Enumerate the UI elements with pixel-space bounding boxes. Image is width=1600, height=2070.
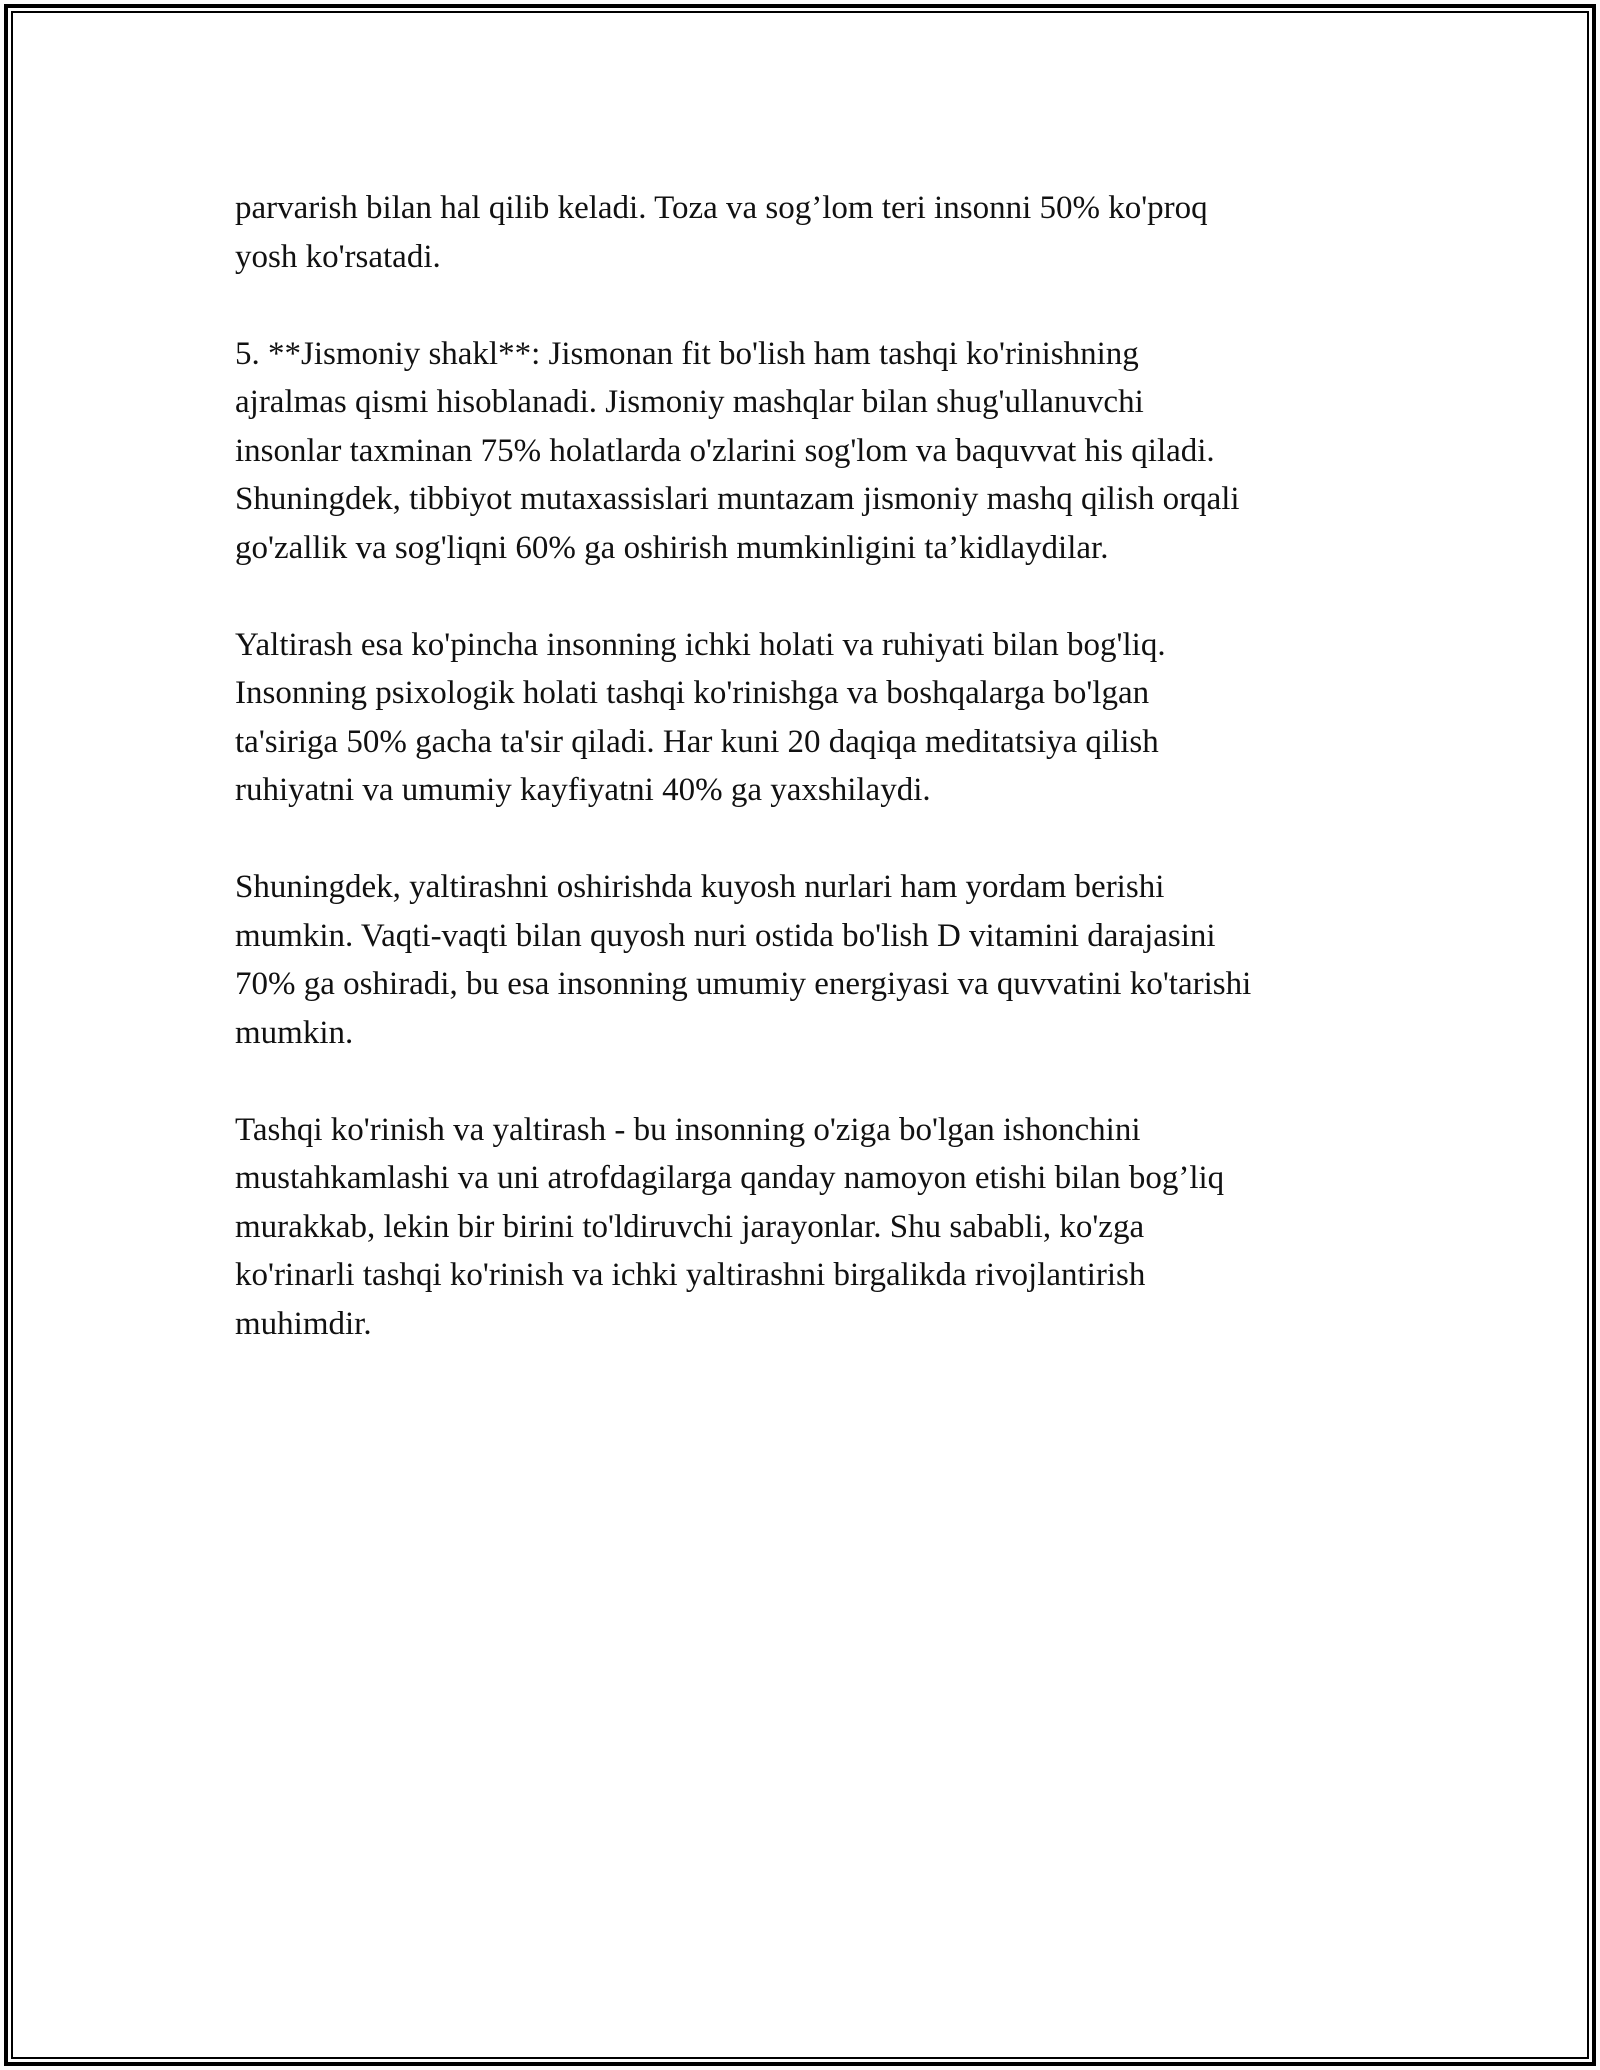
paragraph-inner-glow [235, 621, 1400, 815]
text-line: parvarish bilan hal qilib keladi. Toza va sog’lom teri insonni 50% ko'proq [235, 190, 1208, 226]
text-line: 5. **Jismoniy shakl**: Jismonan fit bo'lish ham tashqi ko'rinishning [235, 335, 1139, 372]
text-line: Tashqi ko'rinish va yaltirash - bu insonning o'ziga bo'lgan ishonchini [235, 1111, 1141, 1148]
paragraph-skin-care [235, 184, 1400, 281]
document-body [235, 184, 1400, 1397]
paragraph-physical-shape [235, 330, 1400, 573]
text-line: Shuningdek, tibbiyot mutaxassislari muntazam jismoniy mashq qilish orqali [235, 481, 1240, 517]
text-line: 70% ga oshiradi, bu esa insonning umumiy energiyasi va quvvatini ko'tarishi [235, 966, 1252, 1002]
text-line: Yaltirash esa ko'pincha insonning ichki holati va ruhiyati bilan bog'liq. [235, 626, 1166, 663]
text-line: mumkin. Vaqti-vaqti bilan quyosh nuri ostida bo'lish D vitamini darajasini [235, 917, 1216, 954]
text-line: Shuningdek, yaltirashni oshirishda kuyosh nurlari ham yordam berishi [235, 869, 1165, 905]
text-line: ruhiyatni va umumiy kayfiyatni 40% ga yaxshilaydi. [235, 772, 931, 808]
paragraph-sunlight [235, 863, 1400, 1057]
paragraph-conclusion [235, 1106, 1400, 1349]
text-line: insonlar taxminan 75% holatlarda o'zlarini sog'lom va baquvvat his qiladi. [235, 432, 1215, 469]
text-line: ajralmas qismi hisoblanadi. Jismoniy mashqlar bilan shug'ullanuvchi [235, 384, 1144, 420]
text-line: murakkab, lekin bir birini to'ldiruvchi jarayonlar. Shu sababli, ko'zga [235, 1208, 1145, 1245]
text-line: yosh ko'rsatadi. [235, 238, 441, 275]
text-line: mumkin. [235, 1014, 354, 1051]
text-line: Insonning psixologik holati tashqi ko'rinishga va boshqalarga bo'lgan [235, 675, 1150, 711]
text-line: muhimdir. [235, 1305, 372, 1342]
text-line: ta'siriga 50% gacha ta'sir qiladi. Har kuni 20 daqiqa meditatsiya qilish [235, 723, 1159, 760]
text-line: ko'rinarli tashqi ko'rinish va ichki yaltirashni birgalikda rivojlantirish [235, 1257, 1146, 1293]
text-line: go'zallik va sog'liqni 60% ga oshirish mumkinligini ta’kidlaydilar. [235, 529, 1109, 566]
text-line: mustahkamlashi va uni atrofdagilarga qanday namoyon etishi bilan bog’liq [235, 1160, 1225, 1196]
